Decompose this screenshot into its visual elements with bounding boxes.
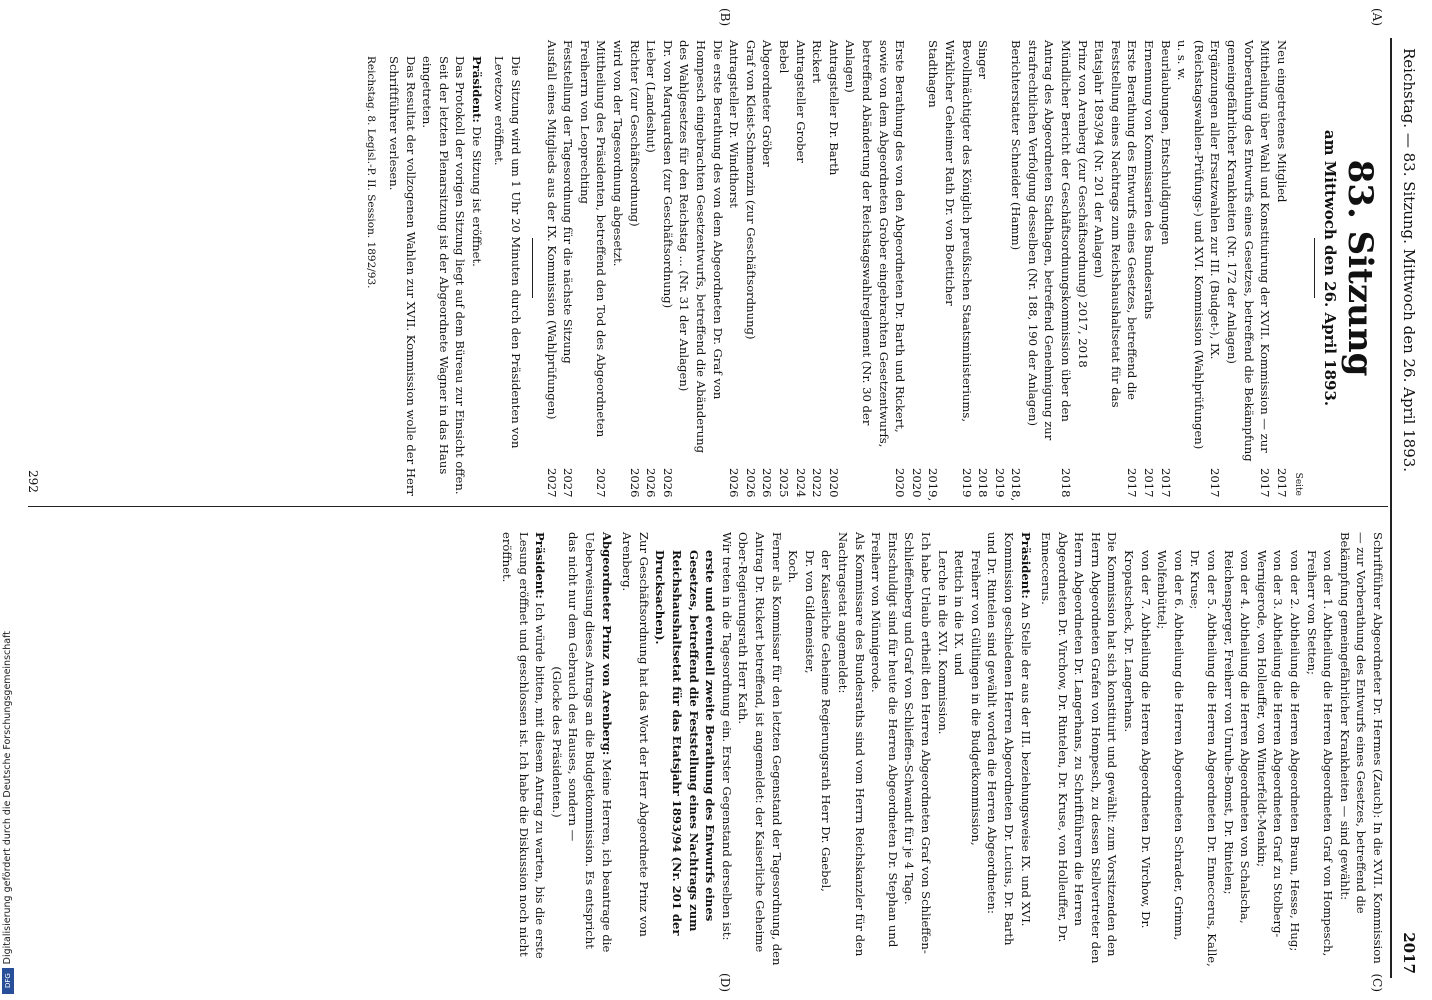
toc-entry-page: 2017 bbox=[1125, 468, 1140, 498]
toc-row bbox=[726, 40, 743, 496]
toc-row bbox=[1074, 40, 1091, 496]
toc-row bbox=[560, 40, 577, 496]
stage-direction: (Glocke des Präsidenten.) bbox=[549, 666, 564, 818]
toc-row bbox=[775, 40, 792, 496]
paragraph: Entschuldigt sind für heute die Herren Abgeordneten Dr. Stephan und Freiherr von Münnigerode. bbox=[869, 532, 900, 948]
speaker-label: Präsident: bbox=[469, 56, 484, 123]
margin-marker-c: (C) bbox=[1370, 973, 1384, 992]
toc-entry-text: Abgeordneter Gröber bbox=[760, 40, 775, 167]
toc-entry-page: 2019 bbox=[959, 468, 974, 498]
election-list bbox=[934, 516, 984, 968]
toc-entry-page: 2024 bbox=[793, 468, 808, 498]
toc-entry-text: Erste Berathung des von den Abgeordneten Dr. Barth und Rickert, sowie von dem Abgeordneten Grober eingebrachten Gesetzentwurfs, betreffend Abänderung der Reichstagswahlreglement (Nr. 30 der Anlagen) bbox=[843, 40, 908, 448]
toc-entry-text: Richter (zur Geschäftsordnung) bbox=[627, 40, 642, 227]
list-item: Dr. von Gildemeister, bbox=[802, 550, 817, 674]
list-item: der Kaiserliche Geheime Regierungsrath Herr Dr. Gaebel, bbox=[819, 550, 834, 892]
toc-entry-page: 2026 bbox=[760, 468, 775, 498]
margin-marker-d: (D) bbox=[718, 973, 732, 992]
toc-entry-text: Neu eingetretenes Mitglied bbox=[1274, 40, 1289, 203]
toc-entry-page: 2026 bbox=[727, 468, 742, 498]
committee-group: von der 1. Abtheilung die Herren Abgeordneten Graf von Hompesch, Freiherr von Stetten; bbox=[1304, 550, 1336, 957]
speaker-statement: Abgeordneter Prinz von Arenberg: Meine Herren, ich beantrage die Ueberweisung dieses Antrags an die Budgetkommission. Es entspricht das nicht nur dem Gebrauch des Hauses, sondern — bbox=[566, 532, 614, 953]
toc-entry-page: 2025 bbox=[777, 468, 791, 498]
toc-entry-text: Beurlaubungen, Entschuldigungen bbox=[1158, 40, 1173, 245]
toc-entry-text: Ernennung von Kommissarien des Bundesraths bbox=[1142, 40, 1157, 320]
toc-row bbox=[975, 40, 992, 496]
toc-row bbox=[676, 40, 726, 496]
toc-entry-page bbox=[1074, 468, 1091, 496]
toc-row bbox=[1174, 40, 1224, 496]
toc-entry-text: Bebel bbox=[777, 40, 791, 74]
digitization-footer: Digitalisierung gefördert durch die Deutsche Forschungsgemeinschaft bbox=[2, 630, 13, 964]
speaker-label: Präsident: bbox=[1018, 532, 1033, 599]
toc-entry-page: 2018 bbox=[1059, 468, 1074, 498]
toc-row bbox=[825, 40, 842, 496]
toc-entry-page: 2018, 2019 bbox=[992, 468, 1024, 502]
toc-entry-text: Bevollmächtigter des Königlich preußischen Staatsministeriums, Wirklicher Geheimer Rath Dr. von Boetticher bbox=[942, 40, 974, 423]
toc-entry-text: Mittheilung über Wahl und Konstituirung der XVII. Kommission — zur Vorberathung des Entwurfs eines Gesetzes, betreffend die Bekämpfung gemeingefährlicher Krankheiten (Nr. 172 der Anlagen) bbox=[1225, 40, 1273, 462]
toc-entry-page: 2017 bbox=[1208, 468, 1223, 498]
toc-entry-page: 2026 bbox=[743, 468, 758, 498]
toc-entry-text: Ergänzungen aller Ersatzwahlen zur III. (Budget-), IX. (Reichstagswahlen-Prüfungs-) und XVI. Kommission (Wahlprüfungen) u. s. w. bbox=[1175, 40, 1223, 450]
toc-row bbox=[1140, 40, 1157, 496]
toc-entry-page: 2026 bbox=[627, 468, 642, 498]
speaker-label: Präsident: bbox=[533, 532, 548, 599]
paragraph: Ferner als Kommissar für den letzten Gegenstand der Tagesordnung, den Antrag Dr. Rickert betreffend, ist angemeldet: der Kaiserliche Geheime Ober-Regierungsrath Herr Kath. bbox=[736, 532, 784, 966]
title-rule bbox=[1314, 238, 1315, 298]
committee-group: von der 5. Abtheilung die Herren Abgeordneten Dr. Enneccerus, Kalle, Dr. Kruse; bbox=[1188, 550, 1220, 967]
committee-group: von der 2. Abtheilung die Herren Abgeordneten Braun, Hesse, Hug; bbox=[1288, 550, 1303, 952]
running-header: Reichstag. — 83. Sitzung. Mittwoch den 26. April 1893. bbox=[1400, 48, 1418, 473]
committee-group: von der 6. Abtheilung die Herren Abgeordneten Schrader, Grimm, Wolfenbüttel; bbox=[1155, 550, 1186, 941]
toc-entry-page: 2027 bbox=[544, 468, 559, 498]
president-statement: Präsident: An Stelle der aus der III. beziehungsweise IX. und XVI. Kommission geschiedenen Herren Abgeordneten Dr. Lucius, Dr. Barth und Dr. Rintelen sind gewählt worden die Herren Abgeordneten: bbox=[985, 532, 1033, 946]
paragraph: Ich habe Urlaub ertheilt den Herren Abgeordneten Graf von Schlieffen-Schlieffenberg und Graf von Schlieffen-Schwandt für je 4 Tage. bbox=[902, 532, 933, 954]
toc-entry-page: 2018 bbox=[976, 468, 991, 498]
toc-entry-page: 2027 bbox=[561, 468, 576, 498]
session-date: am Mittwoch den 26. April 1893. bbox=[1321, 129, 1339, 407]
toc-row bbox=[759, 40, 776, 496]
toc-row bbox=[991, 40, 1024, 502]
toc-entry-text: Rickert bbox=[810, 40, 825, 84]
paragraph: Das Protokoll der vorigen Sitzung liegt auf dem Büreau zur Einsicht offen. bbox=[453, 56, 468, 495]
header-rule bbox=[1390, 38, 1392, 978]
toc-entry-text: Singer bbox=[976, 40, 991, 79]
toc-entry-text: Antragsteller Grober bbox=[793, 40, 808, 163]
toc-entry-text: Stadthagen bbox=[926, 40, 941, 108]
session-title: 83. Sitzung bbox=[1340, 159, 1380, 377]
column-divider bbox=[28, 506, 1388, 507]
toc-entry-text: Mündlicher Bericht der Geschäftsordnungskommission über den Antrag des Abgeordneten Stadthagen, betreffend Genehmigung zur strafrechtlichen Verfolgung desselben (Nr. 188, 190 der Anlagen) bbox=[1025, 40, 1074, 441]
toc-entry-text: Berichterstatter Schneider (Hamm) bbox=[1009, 40, 1024, 251]
header-page-number: 2017 bbox=[1400, 932, 1418, 974]
president-statement: Präsident: Ich würde bitten, mit diesem Antrag zu warten, bis die erste Lesung eröffnet und geschlossen ist. Ich habe die Diskussion noch nicht eröffnet. bbox=[500, 532, 548, 959]
toc-row bbox=[1024, 40, 1074, 496]
toc-row bbox=[792, 40, 809, 496]
secretary-report: Schriftführer Abgeordneter Dr. Hermes (Zauch): In die XVII. Kommission — zur Vorberathung des Entwurfs eines Gesetzes, betreffend die Bekämpfung gemeingefährlicher Krankheiten — sind gewählt: bbox=[1337, 532, 1385, 964]
list-item: Freiherr von Gültlingen in die Budgetkommission, bbox=[968, 550, 983, 846]
toc-entry-page: 2022 bbox=[810, 468, 825, 498]
toc-row bbox=[643, 40, 660, 496]
toc-entry-page bbox=[676, 468, 726, 496]
toc-entry-text: Mittheilung des Präsidenten, betreffend den Tod des Abgeordneten Freiherrn von Leoprechting bbox=[577, 40, 609, 438]
toc-entry-page: 2026 bbox=[660, 468, 675, 498]
list-item: Rettich in die IX. und bbox=[952, 550, 967, 676]
toc-row bbox=[1157, 40, 1174, 496]
paragraph: Das Resultat der vollzogenen Wahlen zur XVII. Kommission wolle der Herr Schriftführer verlesen. bbox=[386, 56, 418, 496]
toc-entry-page bbox=[609, 468, 626, 496]
toc-row bbox=[659, 40, 676, 496]
toc-row bbox=[1091, 40, 1141, 496]
paragraph: Als Kommissare des Bundesraths sind vom Herrn Reichskanzler für den Nachtragsetat angemeldet: bbox=[836, 532, 867, 957]
toc-row bbox=[1223, 40, 1273, 496]
session-footer-line: Reichstag. 8. Legisl.-P. II. Session. 1892/93. bbox=[365, 56, 378, 289]
committee-group: von der 3. Abtheilung die Herren Abgeordneten Graf zu Stolberg-Wernigerode, von Holleuffer, von Winterfeldt-Menkin; bbox=[1254, 550, 1286, 938]
toc-row bbox=[941, 40, 974, 496]
paragraph: Wir treten in die Tagesordnung ein. Erster Gegenstand derselben ist: bbox=[719, 532, 734, 941]
list-item: Lerche in die XVI. Kommission. bbox=[935, 550, 950, 735]
right-column bbox=[499, 516, 1386, 968]
toc-entry-text: Erste Berathung des Entwurfs eines Gesetzes, betreffend die Feststellung eines Nachtrags zum Reichshaushaltsetat für das Etatsjahr 1893/94 (Nr. 201 der Anlagen) bbox=[1092, 40, 1140, 408]
commissioner-list bbox=[785, 516, 835, 968]
committee-group: von der 4. Abtheilung die Herren Abgeordneten von Schalscha, Reichensperger, Freiherr von Unruhe-Bomst, Dr. Rintelen; bbox=[1221, 550, 1253, 924]
committee-groups bbox=[1121, 516, 1337, 968]
toc-entry-page: 2017 bbox=[1274, 468, 1289, 498]
toc-entry-page: 2027 bbox=[594, 468, 609, 498]
list-item: Koch. bbox=[786, 550, 801, 583]
toc-entry-page: 2020 bbox=[893, 468, 908, 498]
speaker-label: Abgeordneter Prinz von Arenberg: bbox=[599, 532, 614, 756]
toc-entry-text: Ausfall eines Mitglieds aus der IX. Kommission (Wahlprüfungen) bbox=[544, 40, 559, 420]
toc-entry-text: Feststellung der Tagesordnung für die nächste Sitzung bbox=[561, 40, 576, 364]
toc-entry-text: Antragsteller Dr. Barth bbox=[826, 40, 841, 176]
toc-entry-text: Die erste Berathung des von dem Abgeordneten Dr. Graf von Hompesch eingebrachten Gesetzentwurfs, betreffend die Abänderung des Wahlgesetzes für den Reichstag ... (Nr. 31 der Anlagen) bbox=[677, 40, 725, 454]
toc-entry-page: 2017 bbox=[1142, 468, 1157, 498]
toc-entry-text: Dr. von Marquardsen (zur Geschäftsordnung) bbox=[660, 40, 675, 309]
toc-entry-text: Graf von Kleist-Schmenzin (zur Geschäftsordnung) bbox=[743, 40, 758, 340]
opening-paragraph: Die Sitzung wird um 1 Uhr 20 Minuten durch den Präsidenten von Levetzow eröffnet. bbox=[492, 56, 524, 449]
toc-row bbox=[1273, 40, 1290, 496]
toc-end-rule bbox=[532, 238, 533, 298]
agenda-item: erste und eventuell zweite Berathung des Entwurfs eines Gesetzes, betreffend die Feststellung eines Nachtrags zum Reichshaushaltsetat für das Etatsjahr 1893/94 (Nr. 201 der Drucksachen). bbox=[653, 550, 718, 936]
toc-entry-page: 2017 bbox=[1258, 468, 1273, 498]
toc-header: Seite bbox=[1293, 472, 1304, 496]
toc-row bbox=[908, 40, 941, 502]
toc-row bbox=[576, 40, 609, 496]
toc-entry-text: Lieber (Landeshut) bbox=[644, 40, 659, 153]
left-column bbox=[363, 40, 1386, 502]
table-of-contents bbox=[543, 40, 1290, 502]
paragraph: Seit der letzten Plenarsitzung ist der Abgeordnete Wagner in das Haus eingetreten. bbox=[420, 56, 451, 475]
toc-row bbox=[626, 40, 643, 496]
toc-row bbox=[842, 40, 908, 496]
paragraph: Zur Geschäftsordnung hat das Wort der Herr Abgeordnete Prinz von Arenberg. bbox=[620, 532, 651, 937]
toc-entry-text: Antragsteller Dr. Windthorst bbox=[727, 40, 742, 208]
paragraph: Die Kommission hat sich konstituirt und gewählt: zum Vorsitzenden den Herrn Abgeordneten Grafen von Hompesch, zu dessen Stellvertreter den Herrn Abgeordneten Dr. Langerhans, zu Schriftführern die Herren Abgeordneten Dr. Virchow, Dr. Rintelen, Dr. Kruse, von Holleuffer, Dr. Enneccerus. bbox=[1039, 532, 1120, 964]
toc-entry-page: 2026 bbox=[644, 468, 659, 498]
toc-entry-page: 2017 bbox=[1158, 468, 1173, 498]
president-statement: Präsident: Die Sitzung ist eröffnet. bbox=[469, 56, 484, 267]
toc-row bbox=[809, 40, 826, 496]
toc-entry-text: Prinz von Arenberg (zur Geschäftsordnung) 2017, 2018 bbox=[1075, 40, 1090, 368]
bottom-page-number: 292 bbox=[26, 470, 40, 493]
toc-entry-page: 2019, 2020 bbox=[909, 468, 941, 502]
margin-marker-a: (A) bbox=[1370, 8, 1384, 27]
margin-marker-b: (B) bbox=[718, 8, 732, 27]
toc-row bbox=[742, 40, 759, 496]
toc-entry-text: wird von der Tagesordnung abgesetzt. bbox=[611, 40, 626, 267]
toc-entry-page: 2020 bbox=[826, 468, 841, 498]
dfg-logo: DFG bbox=[2, 968, 14, 994]
toc-row bbox=[609, 40, 626, 496]
toc-row bbox=[543, 40, 560, 496]
committee-group: von der 7. Abtheilung die Herren Abgeordneten Dr. Virchow, Dr. Kropatscheck, Dr. Langerhans. bbox=[1122, 550, 1153, 929]
